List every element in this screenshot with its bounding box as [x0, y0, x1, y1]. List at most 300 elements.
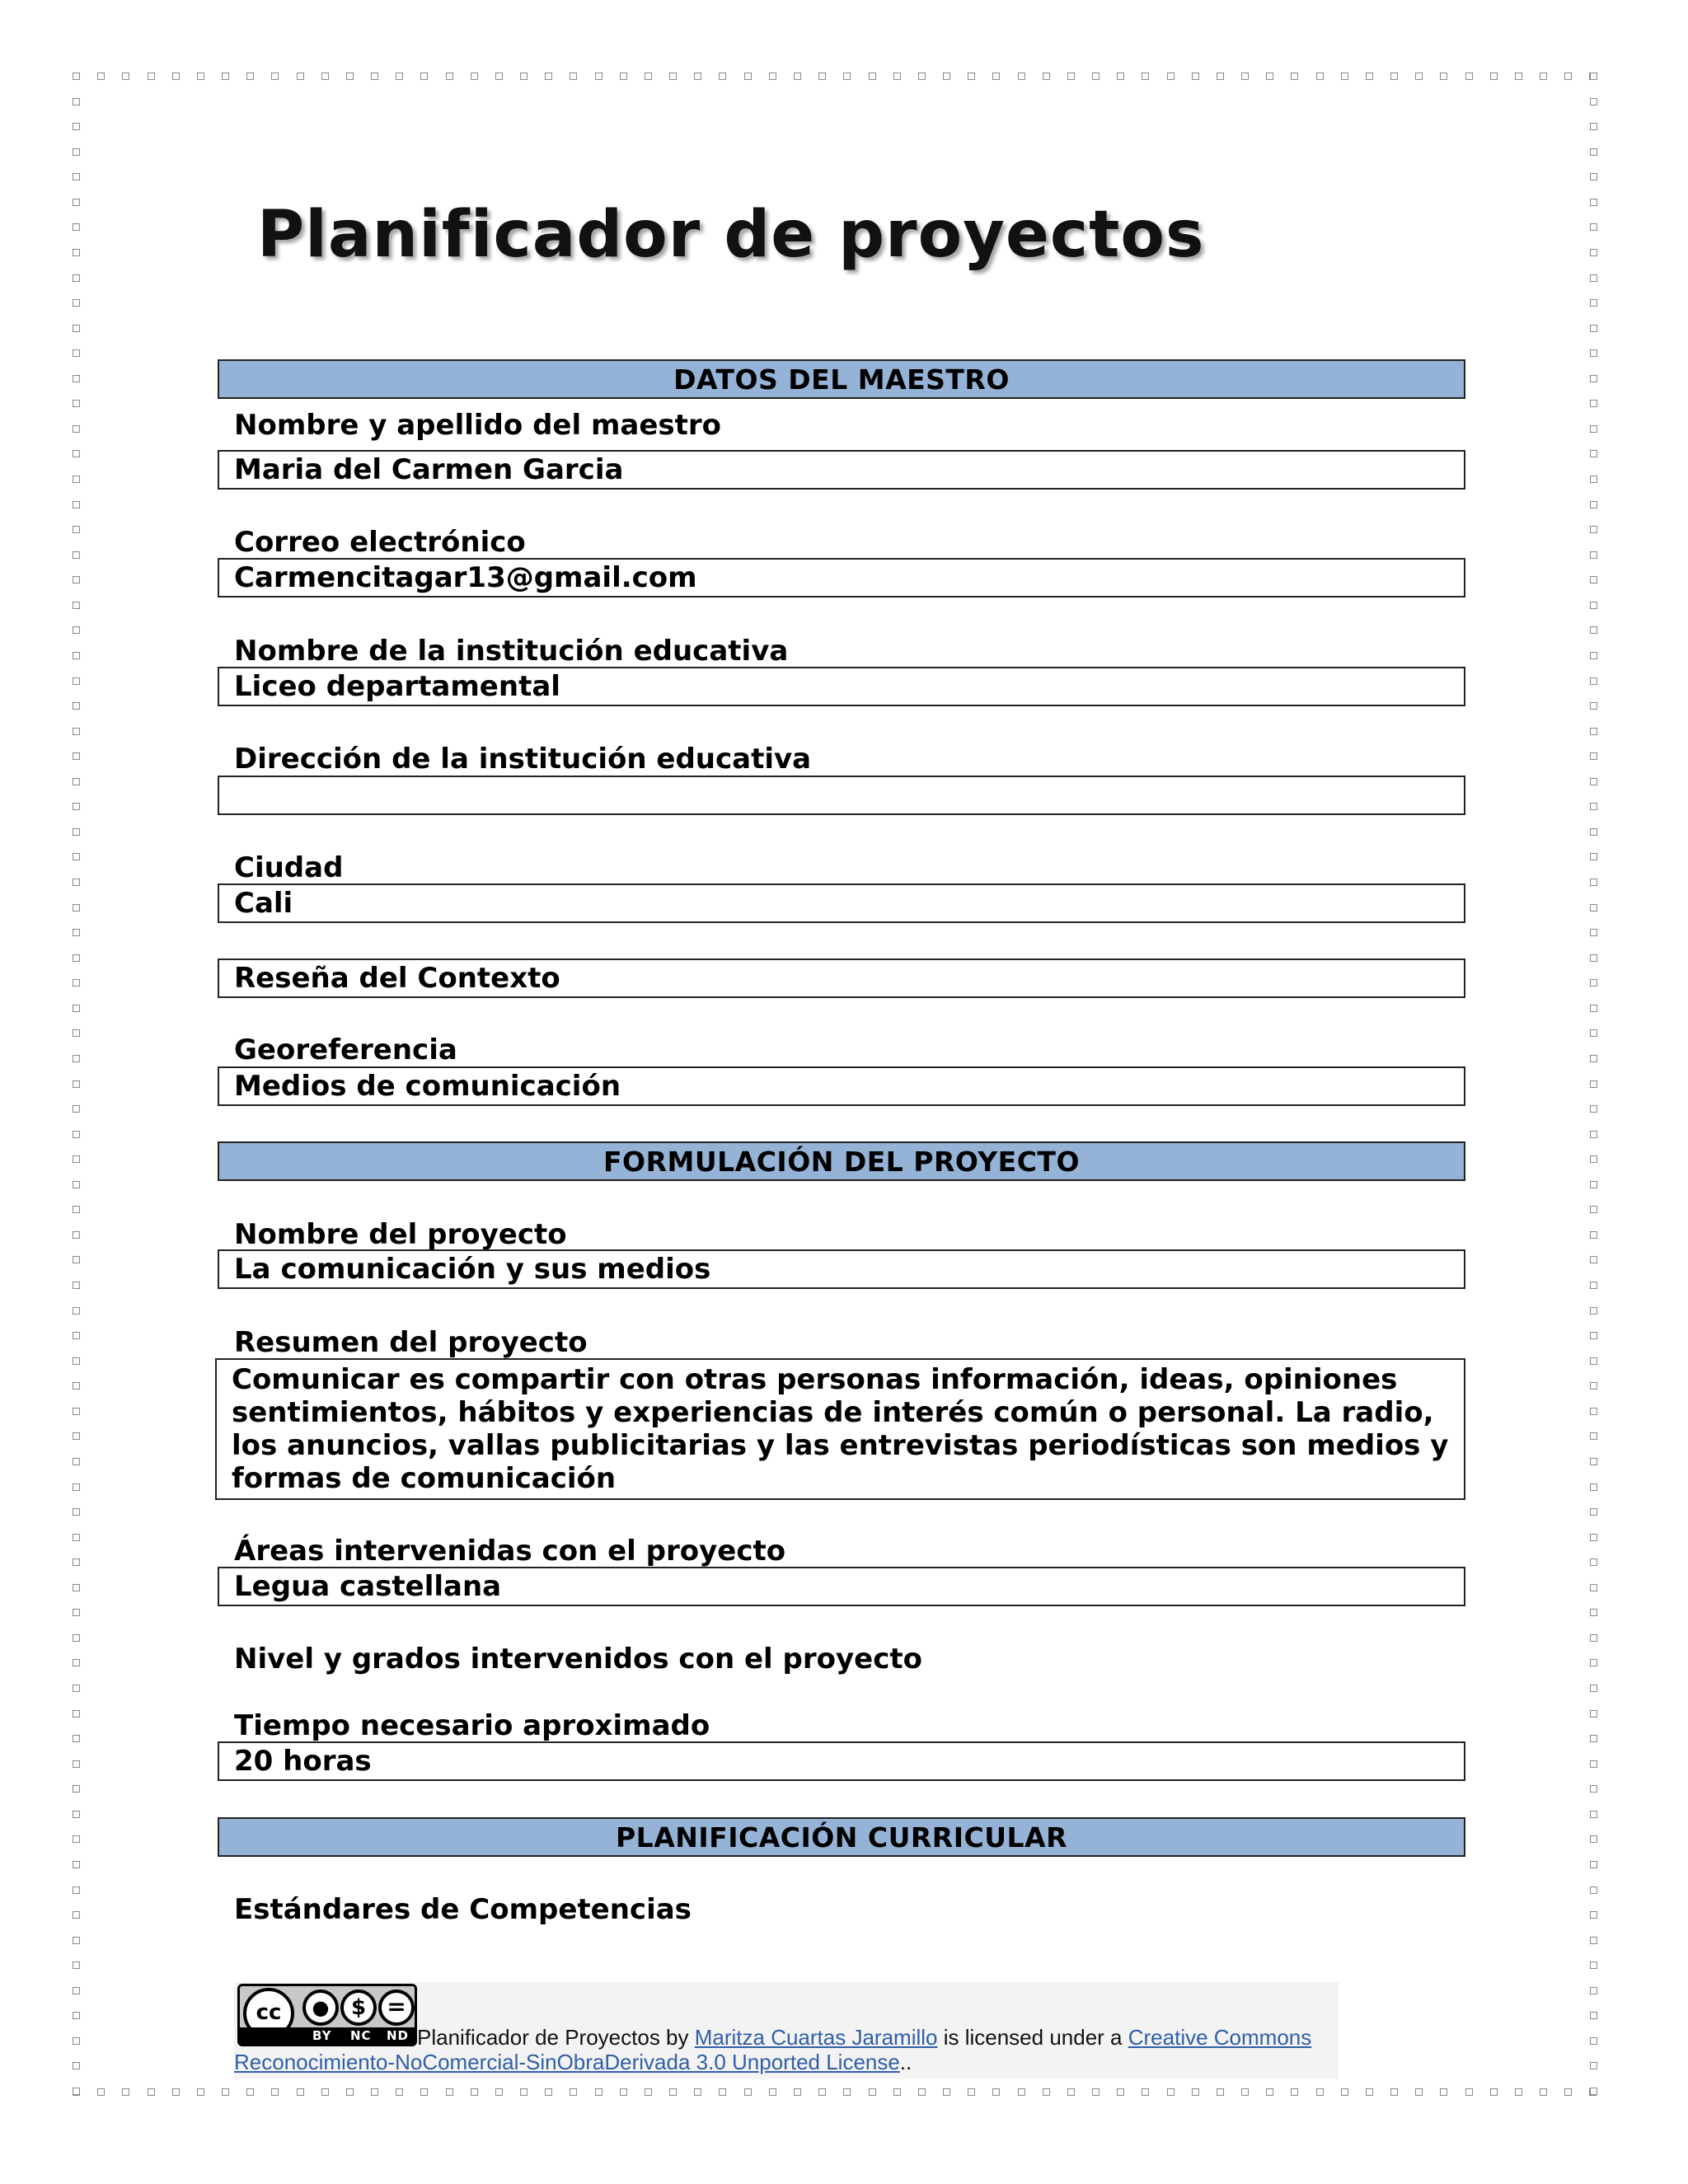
- border-dot: [595, 2088, 603, 2096]
- border-dot: [1590, 450, 1597, 457]
- border-dot: [1590, 1105, 1597, 1113]
- border-dot: [620, 2088, 627, 2096]
- border-dot: [992, 2088, 1000, 2096]
- border-dot: [694, 73, 701, 80]
- border-dot: [1515, 73, 1522, 80]
- border-dot: [73, 677, 80, 685]
- border-dot: [73, 1105, 80, 1113]
- georeference-field[interactable]: Medios de comunicación: [218, 1066, 1465, 1106]
- border-dot: [1590, 1155, 1597, 1163]
- border-dot: [73, 954, 80, 962]
- border-dot: [446, 2088, 453, 2096]
- project-summary-label: Resumen del proyecto: [234, 1326, 588, 1359]
- page-border-bottom: [73, 2088, 1597, 2096]
- border-dot: [1590, 249, 1597, 256]
- border-dot: [73, 1332, 80, 1339]
- border-dot: [73, 375, 80, 382]
- time-label: Tiempo necesario aproximado: [234, 1709, 710, 1742]
- border-dot: [1590, 1408, 1597, 1415]
- georeference-label: Georeferencia: [234, 1033, 457, 1066]
- border-dot: [1590, 1382, 1597, 1390]
- border-dot: [1142, 2088, 1149, 2096]
- border-dot: [1590, 425, 1597, 433]
- border-dot: [73, 752, 80, 760]
- border-dot: [73, 1155, 80, 1163]
- border-dot: [1590, 803, 1597, 810]
- border-dot: [73, 274, 80, 282]
- border-dot: [1390, 2088, 1398, 2096]
- border-dot: [73, 551, 80, 559]
- border-dot: [73, 1029, 80, 1037]
- border-dot: [73, 148, 80, 156]
- license-text-suffix: ..: [899, 2050, 912, 2074]
- institution-label: Nombre de la institución educativa: [234, 635, 789, 668]
- border-dot: [73, 602, 80, 609]
- border-dot: [1590, 1080, 1597, 1088]
- border-dot: [1590, 199, 1597, 206]
- border-dot: [122, 73, 129, 80]
- border-dot: [73, 123, 80, 130]
- border-dot: [1167, 2088, 1175, 2096]
- border-dot: [73, 1685, 80, 1692]
- border-dot: [818, 2088, 826, 2096]
- border-dot: [1540, 73, 1547, 80]
- border-dot: [545, 2088, 552, 2096]
- email-field[interactable]: Carmencitagar13@gmail.com: [218, 558, 1465, 598]
- border-dot: [271, 73, 279, 80]
- border-dot: [73, 223, 80, 231]
- border-dot: [73, 1961, 80, 1969]
- border-dot: [1142, 73, 1149, 80]
- border-dot: [1341, 73, 1348, 80]
- border-dot: [73, 1659, 80, 1666]
- border-dot: [570, 2088, 577, 2096]
- border-dot: [73, 501, 80, 509]
- border-dot: [73, 98, 80, 105]
- border-dot: [1590, 1835, 1597, 1843]
- border-dot: [73, 1432, 80, 1440]
- border-dot: [1515, 2088, 1522, 2096]
- project-summary-field[interactable]: Comunicar es compartir con otras personas información, ideas, opiniones sentimientos, hábitos y experiencias de interés común o personal. La radio, los anuncios, vallas publicitarias y las entrevistas periodísticas son medios y formas de comunicación: [215, 1358, 1465, 1500]
- border-dot: [420, 2088, 428, 2096]
- city-field[interactable]: Cali: [218, 883, 1465, 923]
- border-dot: [1590, 1458, 1597, 1465]
- license-text-prefix: Planificador de Proyectos by: [417, 2025, 695, 2050]
- border-dot: [73, 929, 80, 936]
- teacher-name-field[interactable]: Maria del Carmen Garcia: [218, 450, 1465, 490]
- project-name-label: Nombre del proyecto: [234, 1218, 567, 1251]
- border-dot: [1590, 1256, 1597, 1263]
- border-dot: [1590, 299, 1597, 307]
- border-dot: [1590, 400, 1597, 407]
- border-dot: [222, 2088, 229, 2096]
- border-dot: [73, 1131, 80, 1138]
- section-header-curriculum: PLANIFICACIÓN CURRICULAR: [218, 1817, 1465, 1857]
- border-dot: [545, 73, 552, 80]
- border-dot: [346, 2088, 354, 2096]
- border-dot: [1341, 2088, 1348, 2096]
- border-dot: [1590, 1029, 1597, 1037]
- border-dot: [1043, 2088, 1050, 2096]
- border-dot: [1291, 73, 1298, 80]
- border-dot: [968, 73, 975, 80]
- border-dot: [73, 2088, 80, 2095]
- creative-commons-badge[interactable]: [237, 1984, 417, 2046]
- border-dot: [1192, 73, 1199, 80]
- border-dot: [1590, 954, 1597, 962]
- border-dot: [1590, 778, 1597, 785]
- border-dot: [97, 73, 105, 80]
- border-dot: [1590, 1735, 1597, 1742]
- border-dot: [73, 803, 80, 810]
- border-dot: [1018, 73, 1025, 80]
- border-dot: [73, 1609, 80, 1616]
- border-dot: [992, 73, 1000, 80]
- border-dot: [869, 73, 876, 80]
- border-dot: [694, 2088, 701, 2096]
- border-dot: [1590, 1659, 1597, 1666]
- border-dot: [794, 73, 801, 80]
- border-dot: [321, 2088, 329, 2096]
- border-dot: [1564, 73, 1572, 80]
- border-dot: [893, 2088, 901, 2096]
- border-dot: [1217, 73, 1224, 80]
- border-dot: [73, 425, 80, 433]
- border-dot: [968, 2088, 975, 2096]
- border-dot: [645, 2088, 652, 2096]
- border-dot: [1590, 1432, 1597, 1440]
- border-dot: [1366, 2088, 1373, 2096]
- time-field[interactable]: 20 horas: [218, 1741, 1465, 1781]
- border-dot: [1590, 148, 1597, 156]
- border-dot: [73, 1835, 80, 1843]
- border-dot: [1590, 1886, 1597, 1894]
- border-dot: [1316, 2088, 1324, 2096]
- license-line-2: [234, 2050, 912, 2074]
- border-dot: [918, 73, 926, 80]
- border-dot: [73, 526, 80, 533]
- border-dot: [1590, 1861, 1597, 1868]
- border-dot: [1590, 652, 1597, 659]
- border-dot: [73, 2037, 80, 2045]
- border-dot: [1590, 1961, 1597, 1969]
- border-dot: [1590, 274, 1597, 282]
- border-dot: [73, 299, 80, 307]
- badge-by-text: BY: [312, 2028, 332, 2043]
- border-dot: [918, 2088, 926, 2096]
- page-title: Planificador de proyectos: [257, 198, 1205, 272]
- border-dot: [744, 73, 752, 80]
- border-dot: [73, 1987, 80, 1994]
- border-dot: [73, 1760, 80, 1768]
- border-dot: [1590, 325, 1597, 332]
- border-dot: [1590, 2012, 1597, 2019]
- border-dot: [1590, 1760, 1597, 1768]
- border-dot: [1590, 476, 1597, 483]
- border-dot: [73, 1206, 80, 1213]
- border-dot: [73, 173, 80, 180]
- border-dot: [1590, 1206, 1597, 1213]
- border-dot: [769, 73, 776, 80]
- border-dot: [1590, 979, 1597, 987]
- border-dot: [1440, 73, 1447, 80]
- border-dot: [620, 73, 627, 80]
- border-dot: [1590, 1131, 1597, 1138]
- border-dot: [1117, 2088, 1124, 2096]
- border-dot: [73, 853, 80, 860]
- border-dot: [1564, 2088, 1572, 2096]
- border-dot: [471, 2088, 478, 2096]
- border-dot: [1067, 2088, 1075, 2096]
- border-dot: [1241, 73, 1249, 80]
- border-dot: [73, 1307, 80, 1315]
- page-border-left: [73, 73, 80, 2096]
- border-dot: [1590, 1055, 1597, 1062]
- border-dot: [73, 1181, 80, 1188]
- border-dot: [1440, 2088, 1447, 2096]
- institution-field[interactable]: Liceo departamental: [218, 667, 1465, 706]
- border-dot: [1590, 728, 1597, 735]
- border-dot: [869, 2088, 876, 2096]
- context-field[interactable]: Reseña del Contexto: [218, 958, 1465, 998]
- badge-nc-text: NC: [350, 2028, 372, 2043]
- border-dot: [893, 73, 901, 80]
- border-dot: [1465, 2088, 1473, 2096]
- noderivatives-icon: =: [378, 1990, 415, 2026]
- border-dot: [669, 2088, 677, 2096]
- border-dot: [1590, 1483, 1597, 1491]
- border-dot: [73, 199, 80, 206]
- border-dot: [1590, 223, 1597, 231]
- border-dot: [396, 73, 403, 80]
- border-dot: [1316, 73, 1324, 80]
- border-dot: [1192, 2088, 1199, 2096]
- border-dot: [1366, 73, 1373, 80]
- border-dot: [1415, 73, 1423, 80]
- border-dot: [73, 702, 80, 710]
- standards-label: Estándares de Competencias: [234, 1893, 692, 1926]
- border-dot: [148, 2088, 155, 2096]
- author-link[interactable]: Maritza Cuartas Jaramillo: [694, 2025, 938, 2050]
- border-dot: [172, 2088, 180, 2096]
- border-dot: [1590, 1584, 1597, 1591]
- border-dot: [371, 73, 378, 80]
- border-dot: [73, 1558, 80, 1566]
- border-dot: [570, 73, 577, 80]
- border-dot: [1590, 1710, 1597, 1718]
- border-dot: [73, 828, 80, 836]
- border-dot: [73, 1584, 80, 1591]
- border-dot: [73, 1382, 80, 1390]
- border-dot: [73, 626, 80, 634]
- border-dot: [1490, 73, 1498, 80]
- border-dot: [1590, 1357, 1597, 1365]
- border-dot: [73, 1886, 80, 1894]
- license-footer: [234, 1982, 1339, 2079]
- cc-logo-icon: cc: [243, 1988, 294, 2039]
- border-dot: [843, 73, 851, 80]
- border-dot: [73, 2012, 80, 2019]
- attribution-icon: ●: [302, 1990, 339, 2026]
- border-dot: [73, 349, 80, 357]
- border-dot: [97, 2088, 105, 2096]
- border-dot: [1266, 73, 1273, 80]
- border-dot: [520, 2088, 528, 2096]
- border-dot: [520, 73, 528, 80]
- border-dot: [73, 1861, 80, 1868]
- license-link-part-1[interactable]: Creative Commons: [1128, 2025, 1312, 2050]
- border-dot: [1018, 2088, 1025, 2096]
- border-dot: [1590, 853, 1597, 860]
- border-dot: [1540, 2088, 1547, 2096]
- border-dot: [371, 2088, 378, 2096]
- border-dot: [1590, 1558, 1597, 1566]
- border-dot: [1590, 73, 1597, 80]
- border-dot: [1590, 626, 1597, 634]
- border-dot: [1590, 879, 1597, 886]
- border-dot: [1092, 2088, 1100, 2096]
- border-dot: [197, 2088, 204, 2096]
- border-dot: [73, 1231, 80, 1239]
- border-dot: [1590, 929, 1597, 936]
- address-field[interactable]: [218, 776, 1465, 815]
- border-dot: [1590, 1508, 1597, 1516]
- border-dot: [446, 73, 453, 80]
- border-dot: [73, 450, 80, 457]
- border-dot: [73, 1911, 80, 1919]
- border-dot: [1067, 73, 1075, 80]
- border-dot: [197, 73, 204, 80]
- border-dot: [73, 1408, 80, 1415]
- border-dot: [73, 652, 80, 659]
- border-dot: [1590, 349, 1597, 357]
- license-text-middle: is licensed under a: [937, 2025, 1128, 2050]
- border-dot: [495, 73, 503, 80]
- border-dot: [73, 879, 80, 886]
- border-dot: [73, 728, 80, 735]
- border-dot: [1043, 73, 1050, 80]
- border-dot: [1590, 2062, 1597, 2069]
- border-dot: [1590, 1785, 1597, 1793]
- border-dot: [73, 325, 80, 332]
- border-dot: [1241, 2088, 1249, 2096]
- border-dot: [1167, 73, 1175, 80]
- border-dot: [73, 476, 80, 483]
- border-dot: [148, 73, 155, 80]
- border-dot: [1590, 752, 1597, 760]
- border-dot: [1590, 98, 1597, 105]
- border-dot: [73, 1357, 80, 1365]
- border-dot: [73, 1735, 80, 1742]
- border-dot: [495, 2088, 503, 2096]
- border-dot: [1590, 1609, 1597, 1616]
- border-dot: [471, 73, 478, 80]
- border-dot: [73, 1055, 80, 1062]
- border-dot: [943, 73, 950, 80]
- border-dot: [1590, 1282, 1597, 1289]
- page-border-right: [1590, 73, 1597, 2096]
- border-dot: [1590, 2088, 1597, 2095]
- page-border-top: [73, 73, 1597, 80]
- border-dot: [73, 1005, 80, 1012]
- city-label: Ciudad: [234, 851, 344, 884]
- project-name-field[interactable]: La comunicación y sus medios: [218, 1249, 1465, 1289]
- border-dot: [396, 2088, 403, 2096]
- border-dot: [246, 73, 254, 80]
- border-dot: [73, 904, 80, 912]
- border-dot: [73, 1534, 80, 1541]
- border-dot: [1590, 1634, 1597, 1642]
- border-dot: [73, 1710, 80, 1718]
- border-dot: [1117, 73, 1124, 80]
- areas-label: Áreas intervenidas con el proyecto: [234, 1535, 786, 1568]
- border-dot: [73, 400, 80, 407]
- border-dot: [1590, 1231, 1597, 1239]
- border-dot: [719, 2088, 726, 2096]
- border-dot: [73, 1634, 80, 1642]
- border-dot: [1590, 1181, 1597, 1188]
- border-dot: [1590, 602, 1597, 609]
- section-header-teacher: DATOS DEL MAESTRO: [218, 359, 1465, 399]
- border-dot: [73, 1508, 80, 1516]
- border-dot: [1590, 576, 1597, 583]
- border-dot: [1590, 702, 1597, 710]
- border-dot: [1266, 2088, 1273, 2096]
- border-dot: [1590, 375, 1597, 382]
- border-dot: [769, 2088, 776, 2096]
- border-dot: [1590, 1307, 1597, 1315]
- email-label: Correo electrónico: [234, 526, 526, 559]
- border-dot: [1590, 1685, 1597, 1692]
- border-dot: [73, 73, 80, 80]
- license-link-part-2[interactable]: Reconocimiento-NoComercial-SinObraDerivada 3.0 Unported License: [234, 2050, 900, 2074]
- border-dot: [1217, 2088, 1224, 2096]
- border-dot: [794, 2088, 801, 2096]
- border-dot: [1590, 677, 1597, 685]
- badge-nd-text: ND: [387, 2028, 410, 2043]
- border-dot: [1590, 1005, 1597, 1012]
- border-dot: [73, 1811, 80, 1818]
- border-dot: [1590, 173, 1597, 180]
- border-dot: [744, 2088, 752, 2096]
- border-dot: [595, 73, 603, 80]
- border-dot: [1590, 123, 1597, 130]
- border-dot: [1415, 2088, 1423, 2096]
- border-dot: [73, 1785, 80, 1793]
- border-dot: [1590, 1811, 1597, 1818]
- areas-field[interactable]: Legua castellana: [218, 1567, 1465, 1606]
- border-dot: [246, 2088, 254, 2096]
- border-dot: [73, 1458, 80, 1465]
- border-dot: [1490, 2088, 1498, 2096]
- border-dot: [73, 249, 80, 256]
- border-dot: [122, 2088, 129, 2096]
- border-dot: [73, 778, 80, 785]
- license-line-1: [417, 2025, 1311, 2050]
- border-dot: [1590, 1937, 1597, 1944]
- border-dot: [1390, 73, 1398, 80]
- border-dot: [222, 73, 229, 80]
- border-dot: [818, 73, 826, 80]
- border-dot: [297, 73, 304, 80]
- border-dot: [1590, 2037, 1597, 2045]
- border-dot: [73, 1282, 80, 1289]
- border-dot: [1590, 1332, 1597, 1339]
- border-dot: [420, 73, 428, 80]
- border-dot: [1590, 501, 1597, 509]
- address-label: Dirección de la institución educativa: [234, 743, 812, 776]
- border-dot: [73, 979, 80, 987]
